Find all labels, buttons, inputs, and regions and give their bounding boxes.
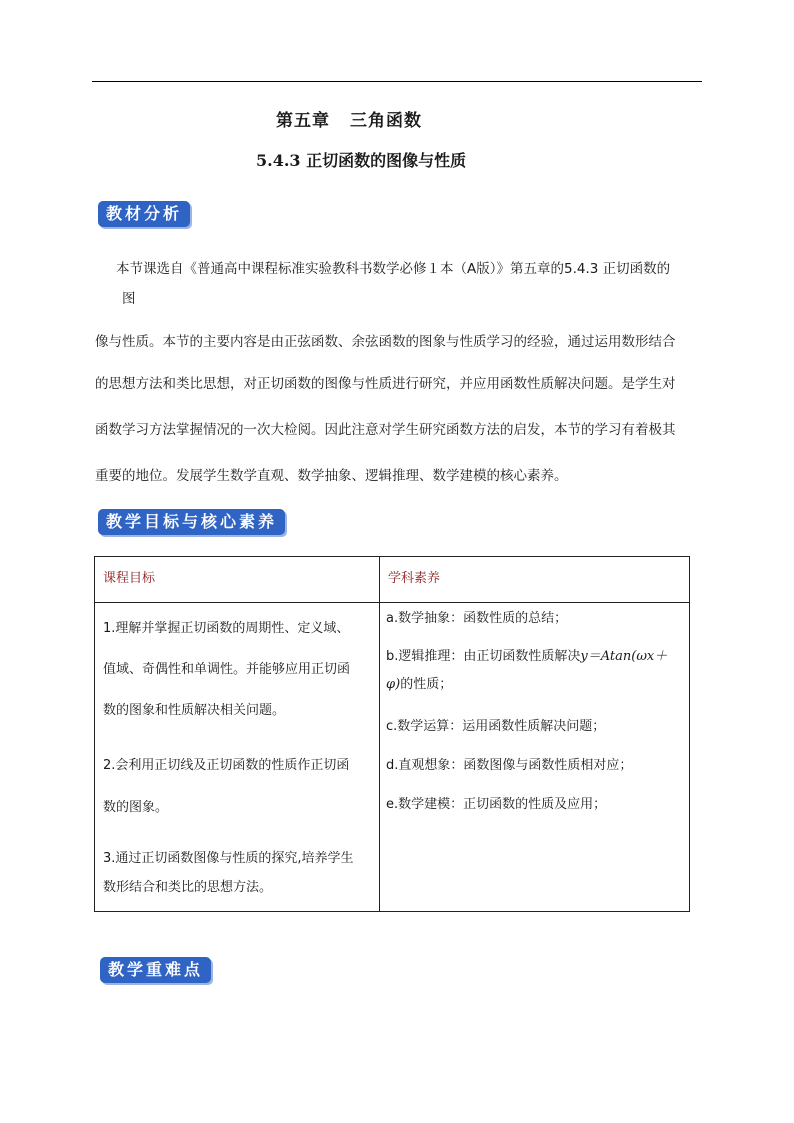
analysis-line-6: 重要的地位。发展学生数学直观、数学抽象、逻辑推理、数学建模的核心素养。 (95, 468, 568, 484)
section-title: 5.4.3 正切函数的图像与性质 (256, 151, 467, 170)
subject-literacy-header: 学科素养 (380, 557, 690, 603)
goal-line-7: 数形结合和类比的思想方法。 (103, 880, 273, 895)
literacy-b: b.逻辑推理：由正切函数性质解决y＝Atan(ωx＋ (386, 649, 668, 664)
key-difficult-points-badge: 教学重难点 (100, 957, 211, 983)
analysis-line-4: 的思想方法和类比思想，对正切函数的图像与性质进行研究，并应用函数性质解决问题。是学生对 (95, 376, 676, 392)
literacy-c: c.数学运算：运用函数性质解决问题； (386, 719, 606, 734)
literacy-e: e.数学建模：正切函数的性质及应用； (386, 797, 607, 812)
course-goals-cell (95, 603, 380, 912)
literacy-b-cont: φ)的性质； (386, 677, 453, 692)
analysis-line-2: 图 (122, 291, 136, 307)
chapter-name: 三角函数 (350, 111, 422, 131)
textbook-analysis-badge: 教材分析 (98, 201, 190, 227)
goal-line-1: 1.理解并掌握正切函数的周期性、定义域、 (103, 621, 350, 636)
chapter-title (276, 106, 422, 131)
course-goals-header: 课程目标 (95, 557, 380, 603)
analysis-line-3: 像与性质。本节的主要内容是由正弦函数、余弦函数的图象与性质学习的经验，通过运用数形结合 (95, 334, 676, 350)
goal-line-6: 3.通过正切函数图像与性质的探究,培养学生 (103, 851, 354, 866)
goal-line-2: 值域、奇偶性和单调性。并能够应用正切函 (103, 662, 351, 677)
goal-line-3: 数的图象和性质解决相关问题。 (103, 703, 286, 718)
analysis-line-5: 函数学习方法掌握情况的一次大检阅。因此注意对学生研究函数方法的启发，本节的学习有着极其 (95, 422, 676, 438)
literacy-d: d.直观想象：函数图像与函数性质相对应； (386, 758, 633, 773)
literacy-a: a.数学抽象：函数性质的总结； (386, 611, 568, 626)
goals-literacy-badge: 教学目标与核心素养 (98, 509, 285, 535)
goals-table (94, 556, 690, 912)
literacy-b-formula: y＝Atan(ωx＋ (580, 649, 668, 664)
goal-line-5: 数的图象。 (103, 800, 169, 815)
goal-line-4: 2.会利用正切线及正切函数的性质作正切函 (103, 758, 350, 773)
analysis-line-1: 本节课选自《普通高中课程标准实验教科书数学必修１本（A版）》第五章的5.4.3 正切函数的 (116, 261, 671, 277)
header-rule (92, 81, 702, 82)
subject-literacy-cell (380, 603, 690, 912)
chapter-label: 第五章 (276, 111, 330, 131)
